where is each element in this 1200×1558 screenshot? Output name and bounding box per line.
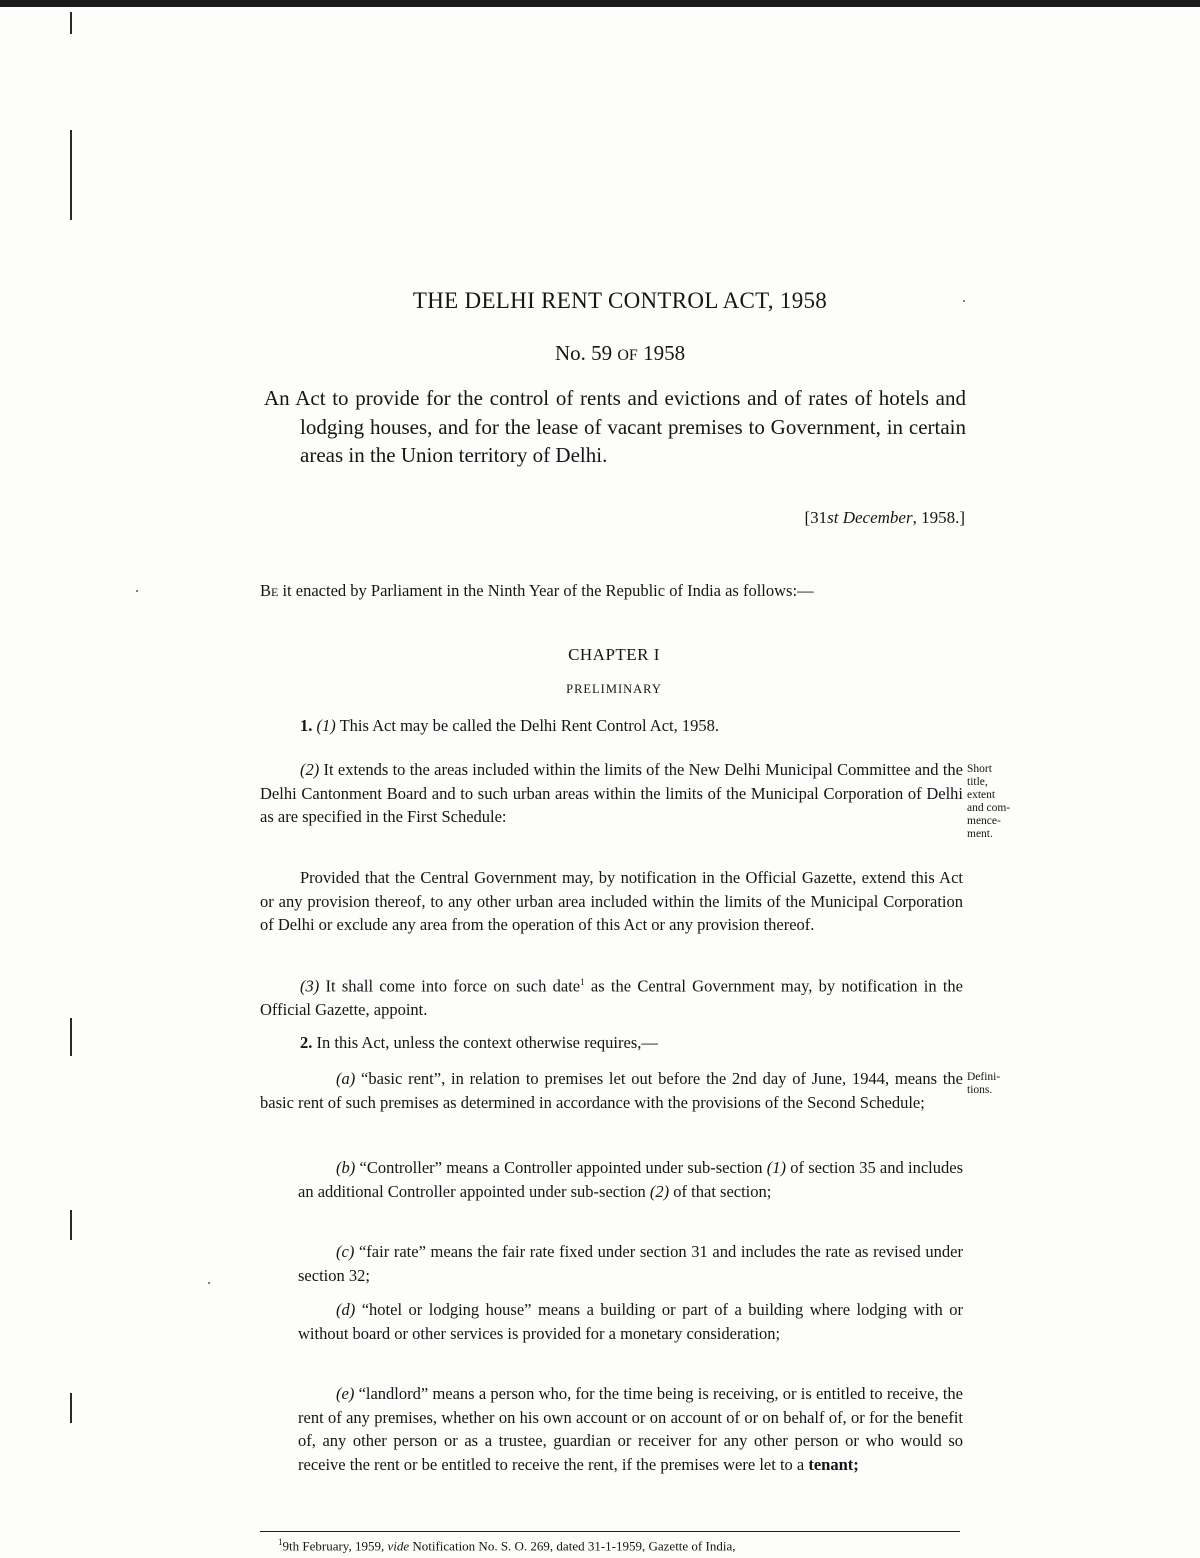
subsection-ref: (2) (649, 1181, 670, 1201)
footnote-text: Notification No. S. O. 269, dated 31-1-1959, Gazette of India, (409, 1538, 736, 1554)
definition-text: “hotel or lodging house” means a building or part of a building where lodging with or without board or other services is provided for a monetary consideration; (298, 1300, 963, 1343)
chapter-subheading: PRELIMINARY (566, 682, 662, 696)
date-day: [31 (804, 508, 828, 527)
act-number-of: OF (617, 347, 638, 364)
subsection-number: (2) (300, 760, 320, 779)
section-text: It shall come into force on such date (319, 976, 581, 996)
scan-edge-mark (70, 130, 72, 210)
date-year: , 1958.] (912, 508, 965, 527)
act-number-prefix: No. 59 (554, 341, 613, 365)
clause-letter: (c) (336, 1242, 355, 1261)
scan-speck (208, 1282, 210, 1284)
definition-c (298, 1240, 963, 1287)
section-text: as the Central Government may, by notification in the Official Gazette, appoint. (260, 976, 963, 1019)
marginal-note-definitions (967, 1071, 1037, 1097)
marginal-line: tions. (967, 1084, 993, 1096)
scan-edge-mark (70, 1018, 72, 1056)
section-text: This Act may be called the Delhi Rent Control Act, 1958. (335, 716, 720, 735)
section-number: 1. (300, 716, 313, 735)
section-1-1 (260, 714, 963, 738)
marginal-line: Short (967, 763, 992, 775)
scan-edge-mark (70, 205, 72, 220)
marginal-line: title, (967, 776, 988, 788)
act-title: THE DELHI RENT CONTROL ACT, 1958 (412, 288, 828, 313)
definition-e (298, 1382, 963, 1476)
definition-text: “Controller” means a Controller appointed under sub-section (355, 1158, 767, 1177)
long-title: An Act to provide for the control of rents and evictions and of rates of hotels and lodging houses, and for the lease of vacant premises to Government, in certain areas in the Union territory of Delhi. (264, 386, 966, 467)
clause-letter: (b) (336, 1158, 356, 1177)
date-suffix: st (827, 508, 839, 527)
footnote-mark: 1 (278, 1537, 283, 1547)
date-month: December (842, 508, 913, 527)
section-1-proviso: Provided that the Central Government may, by notification in the Official Gazette, extend this Act or any provision thereof, to any other urban area included within the limits of the Municipal Corporation of Delhi or exclude any area from the operation of this Act or any provision thereof. (260, 868, 963, 934)
chapter-heading: CHAPTER I (568, 645, 660, 664)
subsection-number: (3) (300, 976, 320, 996)
definition-text: “basic rent”, in relation to premises let out before the 2nd day of June, 1944, means the basic rent of such premises as determined in accordance with the provisions of the Second Schedule; (260, 1069, 963, 1112)
section-2 (260, 1031, 963, 1055)
assent-date (700, 508, 965, 528)
enacting-text: it enacted by Parliament in the Ninth Year of the Republic of India as follows:— (278, 581, 814, 600)
clause-letter: (e) (336, 1384, 355, 1403)
footnote-text: 9th February, 1959, (282, 1538, 388, 1554)
subsection-number: (1) (316, 716, 336, 735)
definition-text: “fair rate” means the fair rate fixed under section 31 and includes the rate as revised under section 32; (298, 1242, 963, 1285)
definition-b (298, 1156, 963, 1203)
scan-speck (136, 590, 138, 592)
marginal-line: mence- (967, 815, 1001, 827)
marginal-line: extent (967, 789, 996, 801)
scan-edge-mark (70, 1393, 72, 1423)
scan-top-border (0, 0, 1200, 7)
section-text: In this Act, unless the context otherwise requires,— (312, 1033, 658, 1052)
footnote-rule (260, 1531, 960, 1532)
scan-edge-mark (70, 12, 72, 34)
footnote-vide: vide (387, 1538, 410, 1554)
definition-text: “landlord” means a person who, for the time being is receiving, or is entitled to receive, the rent of any premises, whether on his own account or on account of or on behalf of, or for the benefit of, any other person or as a trustee, guardian or receiver for any other person or who would so receive the rent or be entitled to receive the rent, if the premises were let to a (298, 1384, 963, 1474)
clause-letter: (a) (336, 1069, 356, 1088)
act-number (0, 341, 1200, 366)
subsection-ref: (1) (766, 1158, 786, 1177)
definition-text: of that section; (669, 1181, 772, 1201)
definition-a (260, 1067, 963, 1114)
definition-last-word: tenant; (808, 1454, 859, 1474)
marginal-line: ment. (967, 828, 993, 840)
clause-letter: (d) (336, 1300, 356, 1319)
section-number: 2. (300, 1033, 313, 1052)
marginal-line: and com- (967, 802, 1011, 814)
marginal-line: Defini- (967, 1071, 1001, 1083)
definition-text: of section 35 and includes an additional Controller appointed under sub-section (298, 1158, 963, 1201)
section-1-3 (260, 971, 963, 1022)
section-1-2 (260, 758, 963, 829)
marginal-note-short-title (967, 763, 1037, 841)
section-text: It extends to the areas included within the limits of the New Delhi Municipal Committee and the Delhi Cantonment Board and to such urban areas within the limits of the Municipal Corporation of Delhi as are specified in the First Schedule: (260, 760, 963, 826)
enacting-clause (260, 579, 963, 603)
act-number-year: 1958 (643, 341, 686, 365)
footnote (278, 1537, 968, 1557)
scan-edge-mark (70, 1210, 72, 1240)
footnote-ref: 1 (580, 977, 585, 987)
enacting-lead: Be (260, 581, 279, 600)
definition-d (298, 1298, 963, 1345)
